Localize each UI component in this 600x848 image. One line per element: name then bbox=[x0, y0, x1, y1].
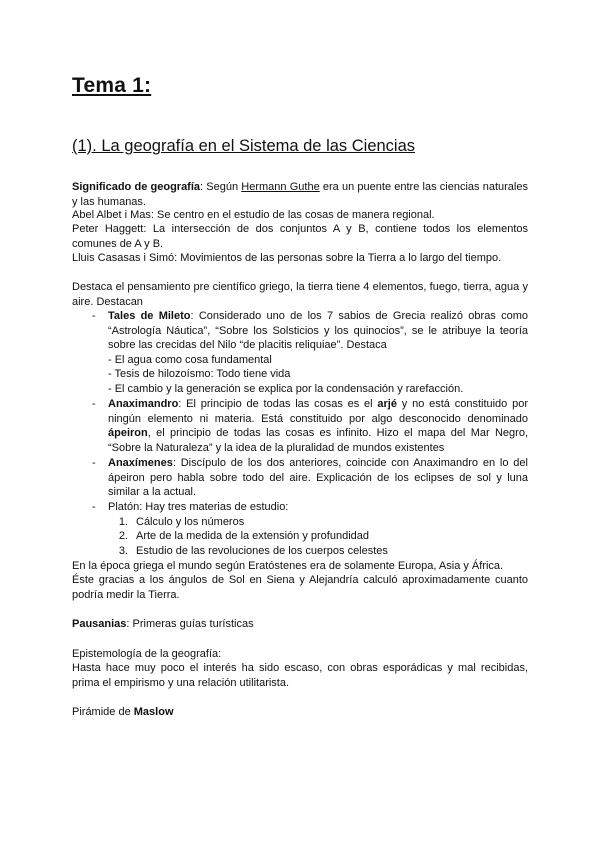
significado-pre: : Según bbox=[200, 181, 242, 193]
anaximandro-name: Anaximandro bbox=[108, 398, 179, 410]
definition-abel: Abel Albet i Mas: Se centro en el estudio de las cosas de manera regional. bbox=[72, 209, 435, 221]
list-item-platon bbox=[72, 500, 528, 558]
significado-post: era un puente entre las ciencias naturales y las humanas. bbox=[72, 181, 528, 208]
arje-term: arjé bbox=[377, 398, 397, 410]
platon-text: Platón: Hay tres materias de estudio: bbox=[108, 501, 289, 513]
significado-label: Significado de geografía bbox=[72, 181, 201, 193]
definition-peter: Peter Haggett: La intersección de dos conjuntos A y B, contiene todos los elementos comunes de A y B. bbox=[72, 223, 528, 250]
anaximenes-text: : Discípulo de los dos anteriores, coincide con Anaximandro en lo del ápeiron pero habla sobre todo del aire. Explicación de los eclipses de sol y luna similar a la actual. bbox=[108, 457, 528, 499]
apeiron-term: ápeiron bbox=[108, 427, 148, 440]
tales-name: Tales de Mileto bbox=[108, 310, 191, 322]
tales-sub-1: - El agua como cosa fundamental bbox=[108, 353, 272, 366]
anaximandro-text-1: : El principio de todas las cosas es el bbox=[178, 398, 378, 410]
eratostenes-line-2: Éste gracias a los ángulos de Sol en Siena y Alejandría calculó aproximadamente cuanto podría medir la Tierra. bbox=[72, 574, 528, 601]
hermann-guthe-link[interactable]: Hermann Guthe bbox=[241, 181, 320, 193]
tales-sub-2: - Tesis de hilozoísmo: Todo tiene vida bbox=[108, 368, 291, 381]
list-dash: - bbox=[92, 398, 96, 410]
section-heading: (1). La geografía en el Sistema de las Ciencias bbox=[72, 137, 416, 155]
definition-lluis: Lluis Casasas i Simó: Movimientos de las personas sobre la Tierra a lo largo del tiempo. bbox=[72, 252, 502, 264]
list-item: 3. Estudio de las revoluciones de los cuerpos celestes bbox=[118, 544, 388, 557]
maslow-line bbox=[72, 705, 528, 720]
list-item: 1. Cálculo y los números bbox=[118, 515, 245, 528]
list-dash: - bbox=[92, 501, 96, 513]
maslow-name: Maslow bbox=[133, 706, 174, 718]
list-item-tales bbox=[72, 309, 528, 397]
epistemologia-text: Hasta hace muy poco el interés ha sido escaso, con obras esporádicas y mal recibidas, prima el empirismo y una relación utilitarista. bbox=[72, 662, 528, 689]
page-title: Tema 1: bbox=[72, 74, 152, 97]
pausanias-text: : Primeras guías turísticas bbox=[126, 618, 254, 630]
tales-text: : Considerado uno de los 7 sabios de Grecia realizó obras como “Astrología Náutica”, “Sobre los Solsticios y los quinocios”, se le atribuye la teoría sobre las crecidas del Nilo “de placitis reliquiae”. Destaca bbox=[108, 310, 528, 352]
platon-list bbox=[108, 515, 528, 559]
epistemologia-heading: Epistemología de la geografía: bbox=[72, 648, 222, 660]
list-dash: - bbox=[92, 457, 96, 469]
eratostenes-line-1: En la época griega el mundo según Eratóstenes era de solamente Europa, Asia y África. bbox=[72, 560, 504, 572]
tales-sub-3: - El cambio y la generación se explica por la condensación y rarefacción. bbox=[108, 382, 464, 395]
pausanias-line bbox=[72, 617, 528, 632]
list-dash: - bbox=[92, 310, 96, 322]
list-item-anaximandro bbox=[72, 397, 528, 455]
maslow-pre: Pirámide de bbox=[72, 706, 134, 718]
intro-paragraph: Destaca el pensamiento pre científico griego, la tierra tiene 4 elementos, fuego, tierra, agua y aire. Destacan bbox=[72, 281, 528, 308]
pausanias-name: Pausanias bbox=[72, 618, 127, 630]
list-item-anaximenes bbox=[72, 456, 528, 500]
anaximandro-text-3: , el principio de todas las cosas es infinito. Hizo el mapa del Mar Negro, “Sobre la Naturaleza” y la idea de la pluralidad de mundos existentes bbox=[108, 427, 528, 454]
anaximenes-name: Anaxímenes bbox=[108, 457, 173, 469]
list-item: 2. Arte de la medida de la extensión y profundidad bbox=[118, 530, 369, 543]
anaximandro-text-2: y no está constituido por ningún elemento ni materia. Está constituido por algo desconocido denominado bbox=[108, 398, 528, 425]
definition-significado bbox=[72, 180, 528, 209]
